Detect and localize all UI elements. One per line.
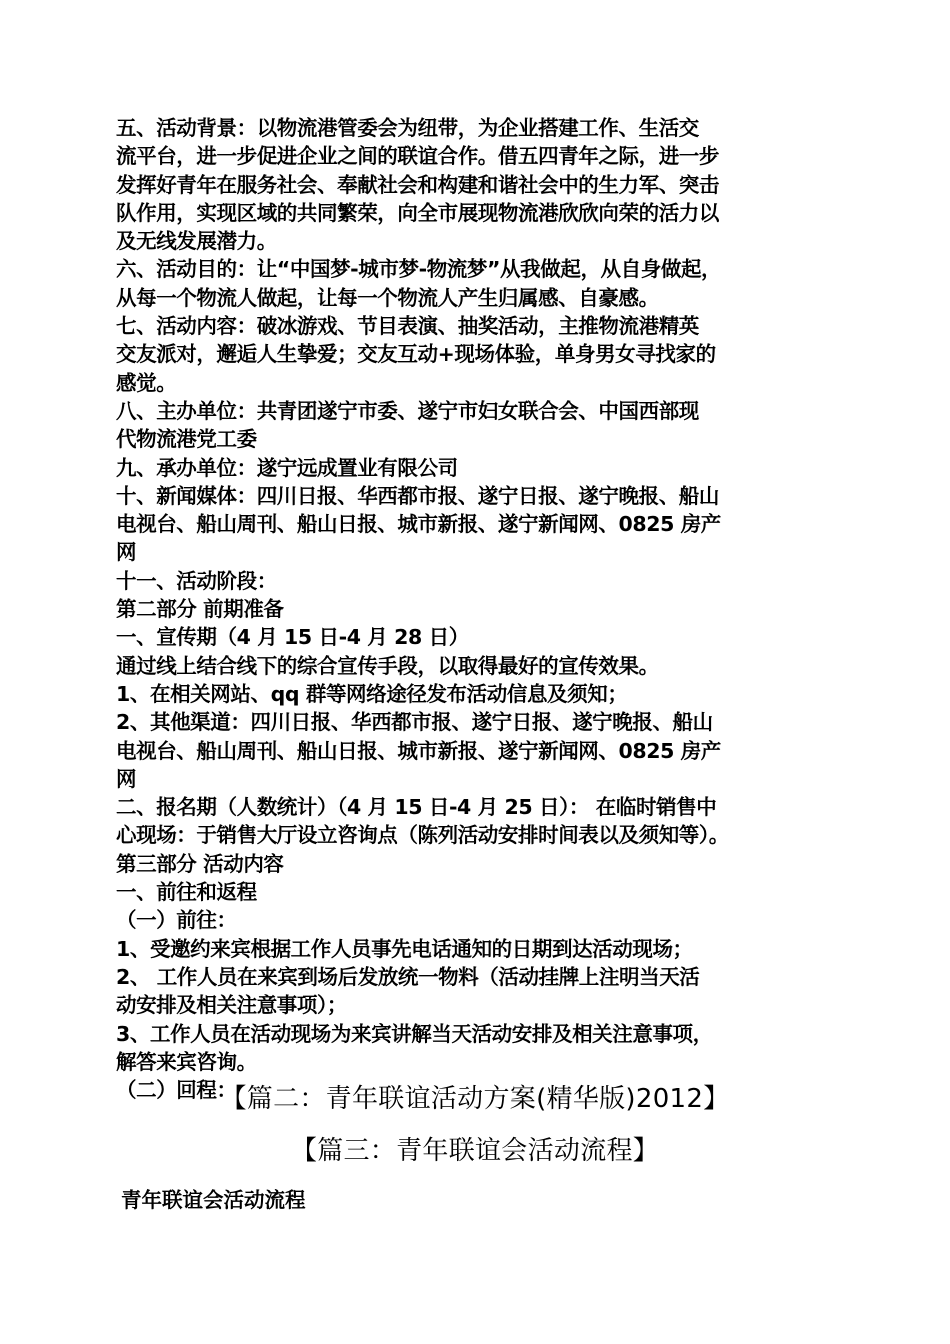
text-line: 第三部分 活动内容 [116,851,284,876]
text-line: 发挥好青年在服务社会、奉献社会和构建和谐社会中的生力军、突击 [116,172,719,197]
section-heading-part-two: 【篇二：青年联谊活动方案(精华版)2012】 [220,1084,730,1114]
text-line: 十一、活动阶段： [116,568,277,593]
text-line: 网 [116,766,137,791]
text-line: 一、前往和返程 [116,880,257,905]
text-line: 1、受邀约来宾根据工作人员事先电话通知的日期到达活动现场； [116,936,693,961]
text-line: 二、报名期（人数统计）（4 月 15 日-4 月 25 日）： 在临时销售中 [116,795,717,820]
text-line: 动安排及相关注意事项）； [116,993,347,1018]
section-heading-part-three: 【篇三：青年联谊会活动流程】 [290,1136,660,1166]
section-subheading: 青年联谊会活动流程 [121,1188,306,1212]
text-line: 通过线上结合线下的综合宣传手段，以取得最好的宣传效果。 [116,653,659,678]
text-line: 解答来宾咨询。 [116,1049,257,1074]
text-line: 十、新闻媒体：四川日报、华西都市报、遂宁日报、遂宁晚报、船山 [116,483,719,508]
text-line: 交友派对，邂逅人生挚爱；交友互动+现场体验，单身男女寻找家的 [116,342,716,367]
text-line: 七、活动内容：破冰游戏、节目表演、抽奖活动，主推物流港精英 [116,314,699,339]
document-body [116,114,840,1104]
text-line: 流平台，进一步促进企业之间的联谊合作。借五四青年之际，进一步 [116,144,719,169]
text-line: 队作用，实现区域的共同繁荣，向全市展现物流港欣欣向荣的活力以 [116,200,719,225]
text-line: 第二部分 前期准备 [116,597,284,622]
text-line: 一、宣传期（4 月 15 日-4 月 28 日） [116,625,469,650]
text-line: 九、承办单位：遂宁远成置业有限公司 [116,455,458,480]
text-line: 心现场：于销售大厅设立咨询点（陈列活动安排时间表以及须知等）。 [116,823,729,848]
text-line: 代物流港党工委 [116,427,257,452]
text-line: 从每一个物流人做起，让每一个物流人产生归属感、自豪感。 [116,285,659,310]
text-line: 电视台、船山周刊、船山日报、城市新报、遂宁新闻网、0825 房产 [116,512,721,537]
text-line: 2、其他渠道：四川日报、华西都市报、遂宁日报、遂宁晚报、船山 [116,710,713,735]
text-line: 五、活动背景：以物流港管委会为纽带，为企业搭建工作、生活交 [116,116,699,140]
text-line: （一）前往： [116,908,237,933]
text-line: 3、工作人员在活动现场为来宾讲解当天活动安排及相关注意事项， [116,1021,713,1046]
text-line: 八、主办单位：共青团遂宁市委、遂宁市妇女联合会、中国西部现 [116,398,699,423]
text-line: 1、在相关网站、qq 群等网络途径发布活动信息及须知； [116,681,628,706]
text-line: 2、 工作人员在来宾到场后发放统一物料（活动挂牌上注明当天活 [116,964,700,989]
text-line: 电视台、船山周刊、船山日报、城市新报、遂宁新闻网、0825 房产 [116,738,721,763]
text-line: 感觉。 [116,370,177,395]
text-line: 及无线发展潜力。 [116,229,277,254]
text-line: 六、活动目的：让“中国梦-城市梦-物流梦”从我做起，从自身做起， [116,257,722,282]
text-line: （二）回程： [116,1078,237,1103]
text-line: 网 [116,540,137,565]
